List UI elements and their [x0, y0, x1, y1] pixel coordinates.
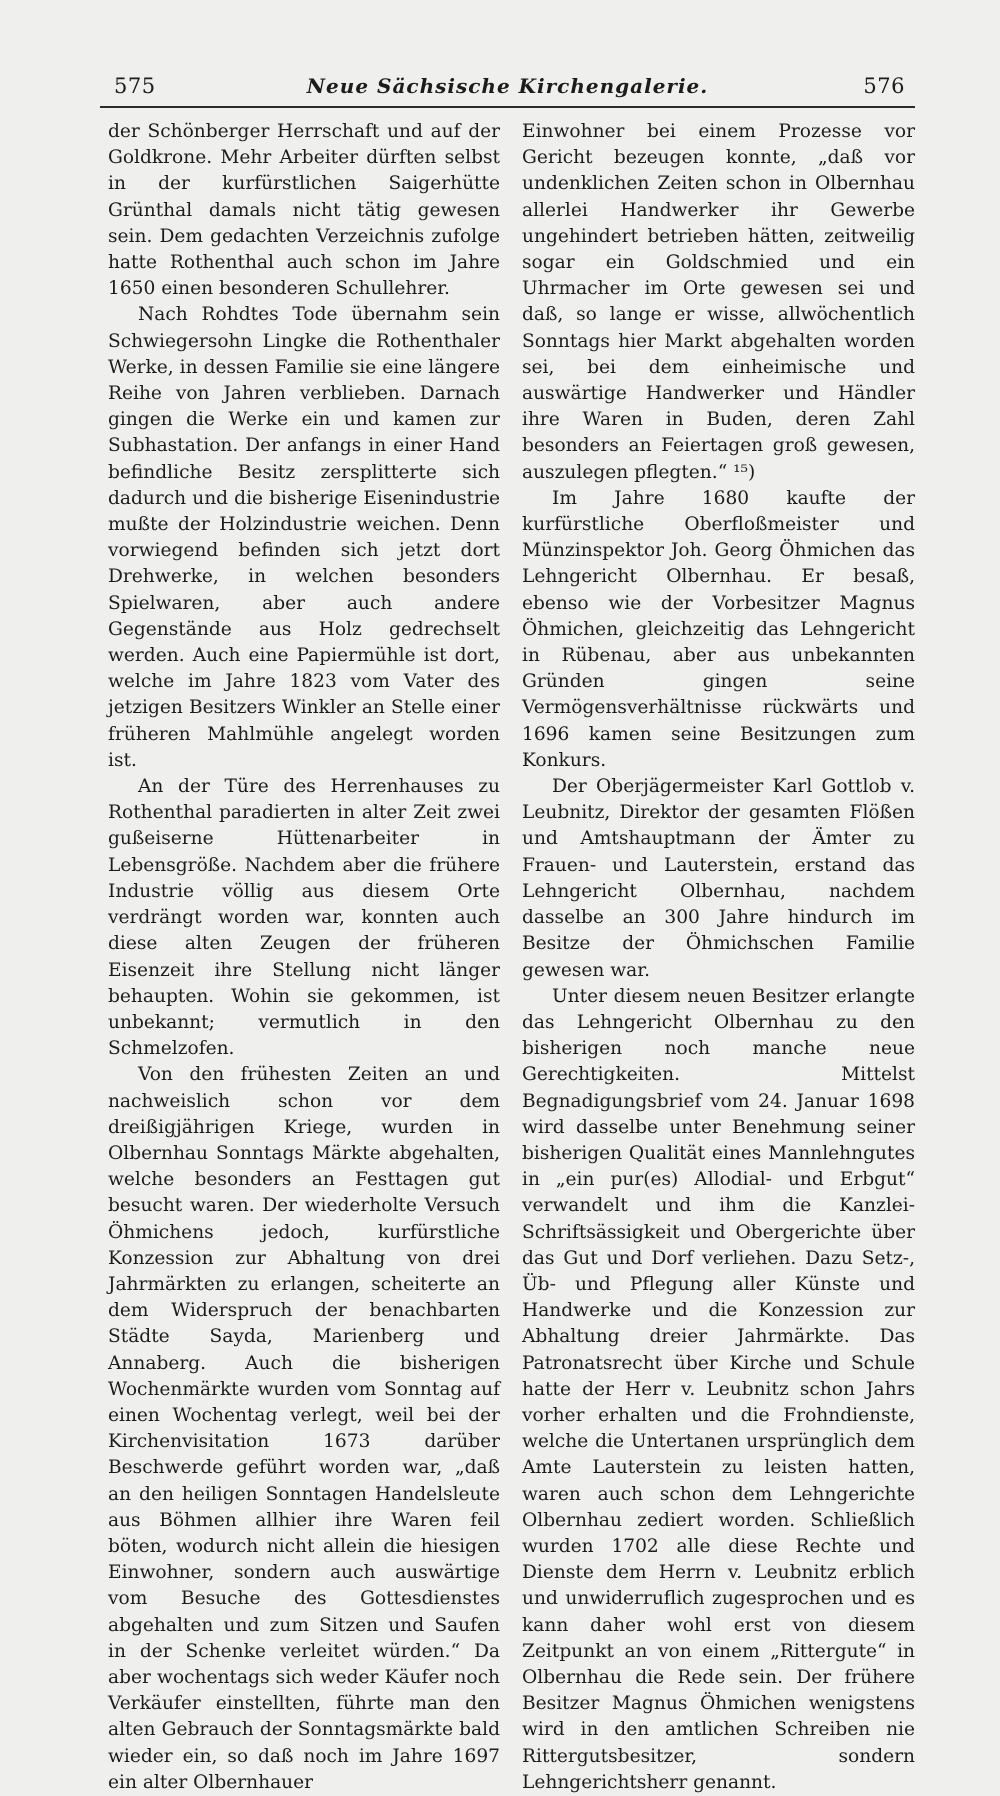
right-column [522, 119, 915, 1796]
paragraph: Der Oberjägermeister Karl Gottlob v. Leubnitz, Direktor der gesamten Flößen und Amtshauptmann der Ämter zu Frauen- und Lauterstein, erstand das Lehngericht Olbernhau, nachdem dasselbe an 300 Jahre hindurch im Besitze der Öhmichschen Familie gewesen war. [522, 776, 915, 981]
running-title: Neue Sächsische Kirchengalerie. [306, 74, 709, 98]
paragraph: Nach Rohdtes Tode übernahm sein Schwiegersohn Lingke die Rothenthaler Werke, in dessen Familie sie eine längere Reihe von Jahren verblieben. Darnach gingen die Werke ein und kamen zur Subhastation. Der anfangs in einer Hand befindliche Besitz zersplitterte sich dadurch und die bisherige Eisenindustrie mußte der Holzindustrie weichen. Denn vorwiegend befinden sich jetzt dort Drehwerke, in welchen besonders Spielwaren, aber auch andere Gegenstände aus Holz gedrechselt werden. Auch eine Papiermühle ist dort, welche im Jahre 1823 vom Vater des jetzigen Besitzers Winkler an Stelle einer früheren Mahlmühle angelegt worden ist. [108, 304, 500, 771]
running-header [100, 72, 915, 108]
paragraph: Von den frühesten Zeiten an und nachweislich schon vor dem dreißigjährigen Kriege, wurden in Olbernhau Sonntags Märkte abgehalten, welche besonders an Festtagen gut besucht waren. Der wiederholte Versuch Öhmichens jedoch, kurfürstliche Konzession zur Abhaltung von drei Jahrmärkten zu erlangen, scheiterte an dem Widerspruch der benachbarten Städte Sayda, Marienberg und Annaberg. Auch die bisherigen Wochenmärkte wurden vom Sonntag auf einen Wochentag verlegt, weil bei der Kirchenvisitation 1673 darüber Beschwerde geführt worden war, „daß an den heiligen Sonntagen Handelsleute aus Böhmen allhier ihre Waren feil böten, wodurch nicht allein die hiesigen Einwohner, sondern auch auswärtige vom Besuche des Gottesdienstes abgehalten und zum Sitzen und Saufen in der Schenke verleitet würden.“ Da aber wochentags sich weder Käufer noch Verkäufer einstellten, führte man den alten Gebrauch der Sonntagsmärkte bald wieder ein, so daß noch im Jahre 1697 ein alter Olbernhauer [108, 1064, 500, 1793]
paragraph: An der Türe des Herrenhauses zu Rothenthal paradierten in alter Zeit zwei gußeiserne Hüttenarbeiter in Lebensgröße. Nachdem aber die frühere Industrie völlig aus diesem Orte verdrängt worden war, konnten auch diese alten Zeugen der früheren Eisenzeit ihre Stellung nicht länger behaupten. Wohin sie gekommen, ist unbekannt; vermutlich in den Schmelzofen. [108, 776, 500, 1060]
page-number-left: 575 [114, 74, 156, 98]
paragraph: der Schönberger Herrschaft und auf der Goldkrone. Mehr Arbeiter dürften selbst in der kurfürstlichen Saigerhütte Grünthal damals nicht tätig gewesen sein. Dem gedachten Verzeichnis zufolge hatte Rothenthal auch schon im Jahre 1650 einen besonderen Schullehrer. [108, 121, 500, 300]
paragraph: Einwohner bei einem Prozesse vor Gericht bezeugen konnte, „daß vor undenklichen Zeiten schon in Olbernhau allerlei Handwerker ihr Gewerbe ungehindert betrieben hätten, zeitweilig sogar ein Goldschmied und ein Uhrmacher im Orte gewesen sei und daß, so lange er wisse, allwöchentlich Sonntags hier Markt abgehalten worden sei, bei dem einheimische und auswärtige Handwerker und Händler ihre Waren in Buden, deren Zahl besonders an Feiertagen groß gewesen, auszulegen pflegten.“ ¹⁵) [522, 121, 915, 483]
paragraph: Unter diesem neuen Besitzer erlangte das Lehngericht Olbernhau zu den bisherigen noch manche neue Gerechtigkeiten. Mittelst Begnadigungsbrief vom 24. Januar 1698 wird dasselbe unter Benehmung seiner bisherigen Qualität eines Mannlehngutes in „ein pur(es) Allodial- und Erbgut“ verwandelt und ihm die Kanzlei-Schriftsässigkeit und Obergerichte über das Gut und Dorf verliehen. Dazu Setz-, Üb- und Pflegung aller Künste und Handwerke und die Konzession zur Abhaltung dreier Jahrmärkte. Das Patronatsrecht über Kirche und Schule hatte der Herr v. Leubnitz schon Jahrs vorher erhalten und die Frohndienste, welche die Untertanen ursprünglich dem Amte Lauterstein zu leisten hatten, waren auch schon dem Lehngerichte Olbernhau zediert worden. Schließlich wurden 1702 alle diese Rechte und Dienste dem Herrn v. Leubnitz erblich und unwiderruflich zugesprochen und es kann daher wohl erst von diesem Zeitpunkt an von einem „Rittergute“ in Olbernhau die Rede sein. Der frühere Besitzer Magnus Öhmichen wenigstens wird in den amtlichen Schreiben nie Rittergutsbesitzer, sondern Lehngerichtsherr genannt. [522, 985, 915, 1793]
left-column [108, 119, 500, 1796]
paragraph: Im Jahre 1680 kaufte der kurfürstliche Oberfloßmeister und Münzinspektor Joh. Georg Öhmichen das Lehngericht Olbernhau. Er besaß, ebenso wie der Vorbesitzer Magnus Öhmichen, gleichzeitig das Lehngericht in Rübenau, aber aus unbekannten Gründen gingen seine Vermögensverhältnisse rückwärts und 1696 kamen seine Besitzungen zum Konkurs. [522, 487, 915, 771]
page-number-right: 576 [863, 74, 905, 98]
